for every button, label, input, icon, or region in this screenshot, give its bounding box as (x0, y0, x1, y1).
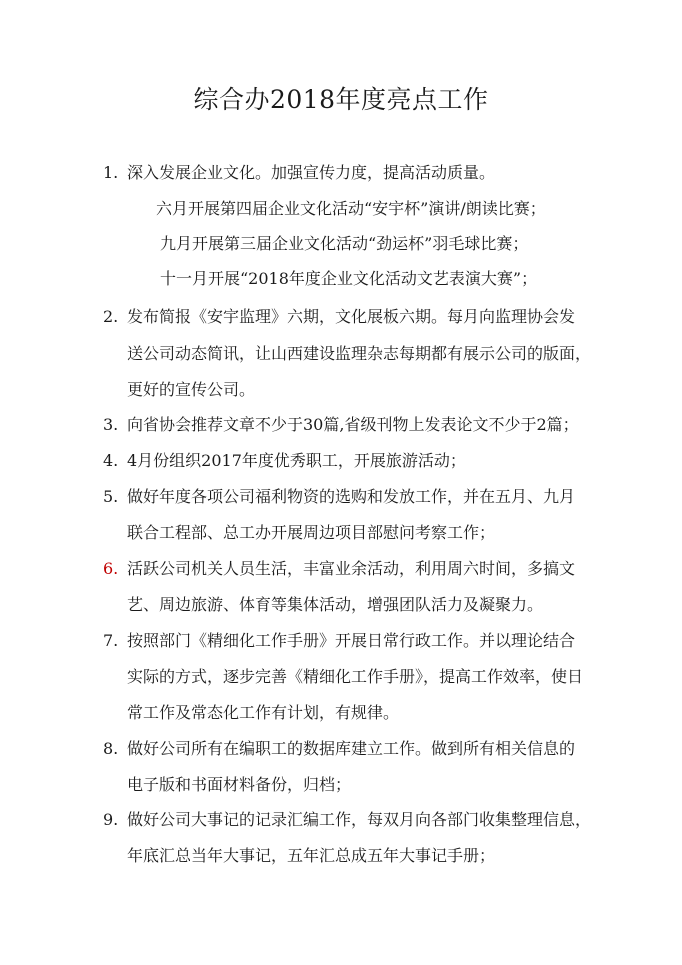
item-continuation-line: 年底汇总当年大事记，五年汇总成五年大事记手册； (127, 846, 496, 865)
item-number: 2. (103, 307, 119, 326)
item-continuation-line: 送公司动态简讯，让山西建设监理杂志每期都有展示公司的版面， (127, 344, 592, 363)
item-number: 6. (103, 559, 119, 578)
list-item-4 (103, 450, 466, 472)
list-item-2 (103, 306, 575, 328)
item-number: 5. (103, 487, 119, 506)
item-continuation-line: 艺、周边旅游、体育等集体活动，增强团队活力及凝聚力。 (127, 595, 544, 614)
item-text: 按照部门《精细化工作手册》开展日常行政工作。并以理论结合 (127, 631, 576, 650)
item-number: 1. (103, 163, 119, 182)
item-continuation-line: 联合工程部、总工办开展周边项目部慰问考察工作； (127, 523, 496, 542)
list-item-9 (103, 809, 591, 831)
item-continuation-line: 更好的宣传公司。 (127, 380, 256, 399)
item-continuation-line: 常工作及常态化工作有计划，有规律。 (127, 703, 400, 722)
item-number: 9. (103, 810, 119, 829)
item-text: 做好公司大事记的记录汇编工作，每双月向各部门收集整理信息， (127, 810, 592, 829)
item-continuation-line: 电子版和书面材料备份，归档； (127, 775, 352, 794)
list-item-6 (103, 558, 575, 580)
item-number: 4. (103, 451, 119, 470)
item-text: 做好公司所有在编职工的数据库建立工作。做到所有相关信息的 (127, 739, 576, 758)
list-item-8 (103, 738, 575, 760)
item-text: 发布简报《安宇监理》六期，文化展板六期。每月向监理协会发 (127, 307, 576, 326)
document-title: 综合办2018年度亮点工作 (193, 85, 489, 114)
list-item-3 (103, 414, 579, 436)
item-number: 7. (103, 631, 119, 650)
item-text: 活跃公司机关人员生活，丰富业余活动，利用周六时间，多搞文 (127, 559, 576, 578)
list-item-7 (103, 630, 575, 652)
sub-item-line: 十一月开展“2018年度企业文化活动文艺表演大赛”； (160, 269, 538, 288)
sub-item-line: 九月开展第三届企业文化活动“劲运杯”羽毛球比赛； (160, 234, 529, 253)
list-item-5 (103, 486, 575, 508)
list-item-1 (103, 162, 495, 184)
item-number: 3. (103, 415, 119, 434)
item-continuation-line: 实际的方式，逐步完善《精细化工作手册》，提高工作效率，使日 (127, 667, 584, 686)
sub-item-line: 六月开展第四届企业文化活动“安宇杯”演讲/朗读比赛； (156, 199, 546, 218)
item-number: 8. (103, 739, 119, 758)
item-text: 做好年度各项公司福利物资的选购和发放工作，并在五月、九月 (127, 487, 576, 506)
item-text: 向省协会推荐文章不少于30篇,省级刊物上发表论文不少于2篇； (127, 415, 579, 434)
item-text: 4月份组织2017年度优秀职工，开展旅游活动； (127, 451, 466, 470)
item-text: 深入发展企业文化。加强宣传力度，提高活动质量。 (127, 163, 496, 182)
